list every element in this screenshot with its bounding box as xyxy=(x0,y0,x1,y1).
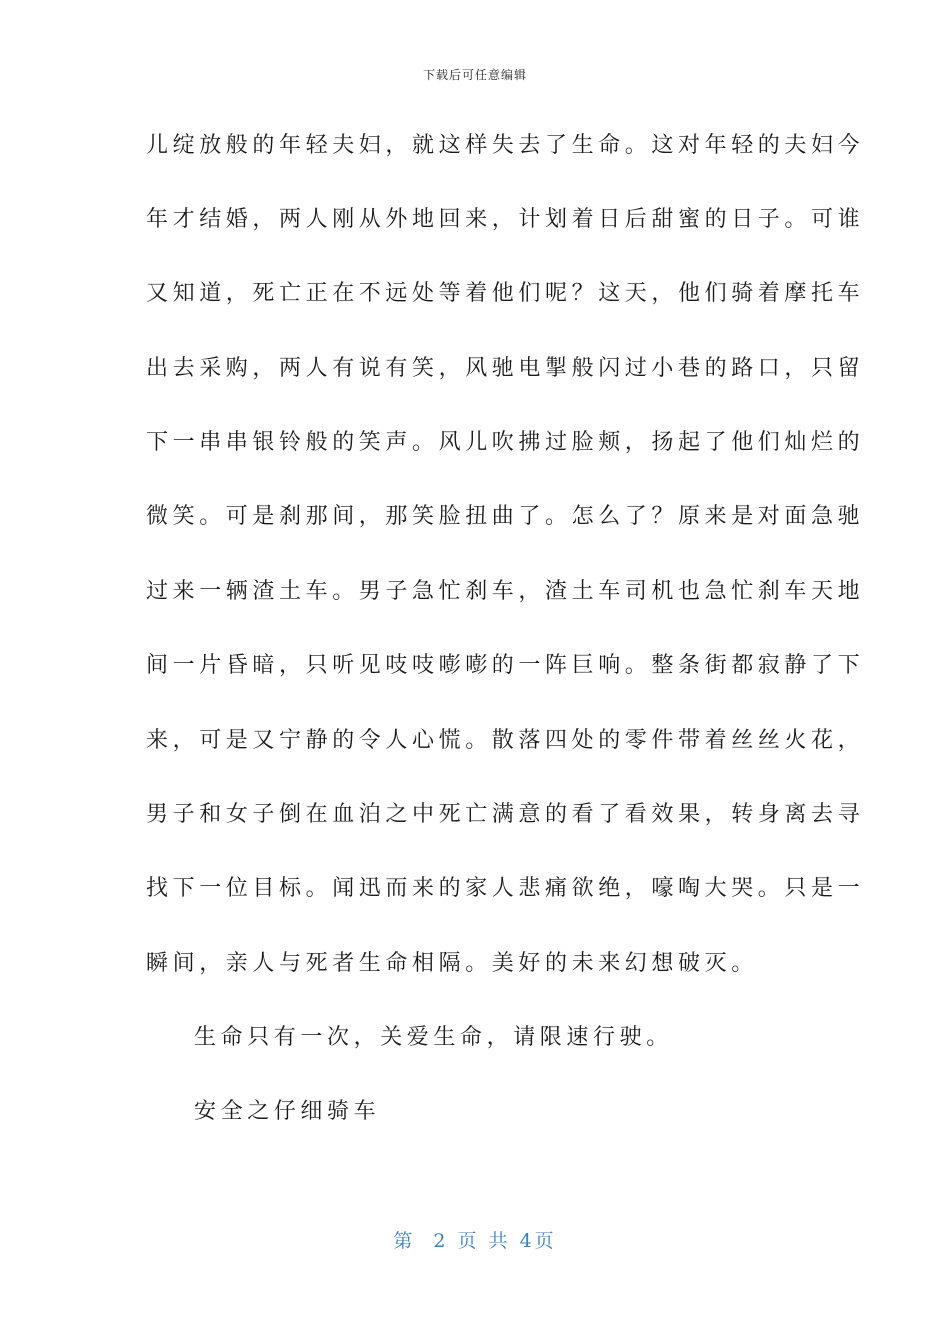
body-line: 来，可是又宁静的令人心慌。散落四处的零件带着丝丝火花， xyxy=(146,728,865,753)
body-line: 又知道，死亡正在不远处等着他们呢？这天，他们骑着摩托车 xyxy=(146,281,865,306)
section-heading: 安全之仔细骑车 xyxy=(194,1099,381,1124)
body-line: 找下一位目标。闻迅而来的家人悲痛欲绝，嚎啕大哭。只是一 xyxy=(146,876,865,901)
paragraph-slogan: 生命只有一次，关爱生命，请限速行驶。 xyxy=(194,1025,673,1050)
page-number-footer: 第 2 页 共 4页 xyxy=(393,1230,557,1252)
body-line: 年才结婚，两人刚从外地回来，计划着日后甜蜜的日子。可谁 xyxy=(146,207,865,232)
body-line: 出去采购，两人有说有笑，风驰电掣般闪过小巷的路口，只留 xyxy=(146,356,865,381)
body-line: 瞬间，亲人与死者生命相隔。美好的未来幻想破灭。 xyxy=(146,951,758,976)
body-line: 微笑。可是刹那间，那笑脸扭曲了。怎么了？原来是对面急驰 xyxy=(146,504,865,529)
body-line: 过来一辆渣土车。男子急忙刹车，渣土车司机也急忙刹车天地 xyxy=(146,579,865,604)
body-line: 男子和女子倒在血泊之中死亡满意的看了看效果，转身离去寻 xyxy=(146,802,865,827)
page-header: 下载后可任意编辑 xyxy=(422,68,527,82)
body-line: 儿绽放般的年轻夫妇，就这样失去了生命。这对年轻的夫妇今 xyxy=(146,133,865,158)
body-line: 间一片昏暗，只听见吱吱嘭嘭的一阵巨响。整条街都寂静了下 xyxy=(146,653,865,678)
body-line: 下一串串银铃般的笑声。风儿吹拂过脸颊，扬起了他们灿烂的 xyxy=(146,430,865,455)
